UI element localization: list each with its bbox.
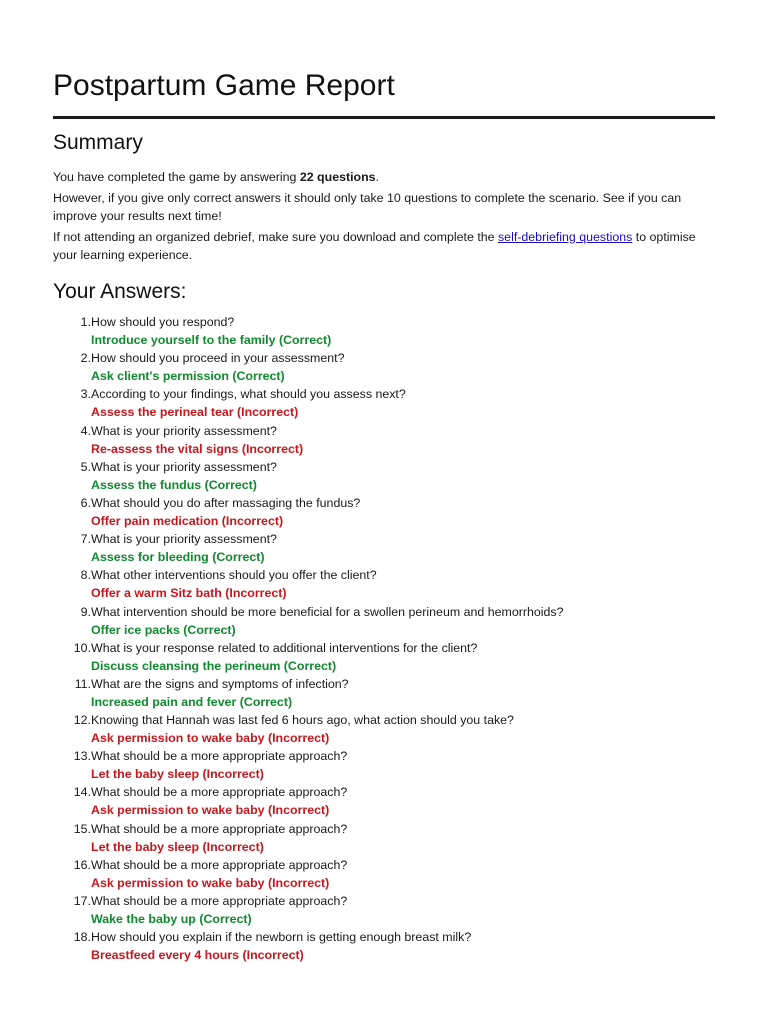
answer-item xyxy=(53,458,715,494)
question-text: What are the signs and symptoms of infection? xyxy=(91,676,349,691)
answer-item xyxy=(53,385,715,421)
answer-text: Offer pain medication (Incorrect) xyxy=(91,513,284,528)
question-number: 3. xyxy=(80,387,91,402)
question-text: What intervention should be more beneficial for a swollen perineum and hemorrhoids? xyxy=(91,604,564,619)
question-number: 6. xyxy=(80,495,91,510)
summary-heading: Summary xyxy=(53,131,143,154)
question-text: What should be a more appropriate approach? xyxy=(91,857,348,872)
answer-text: Increased pain and fever (Correct) xyxy=(91,694,293,709)
answer-text: Assess for bleeding (Correct) xyxy=(91,550,265,565)
answer-text: Offer a warm Sitz bath (Incorrect) xyxy=(91,586,287,601)
question-number: 13. xyxy=(73,749,91,764)
question-number: 5. xyxy=(80,459,91,474)
answer-item xyxy=(53,566,715,602)
question-text: What should be a more appropriate approach? xyxy=(91,749,348,764)
question-text: How should you proceed in your assessment? xyxy=(91,351,345,366)
page-title: Postpartum Game Report xyxy=(53,69,395,102)
answer-text: Ask permission to wake baby (Incorrect) xyxy=(91,731,330,746)
question-number: 1. xyxy=(80,315,91,329)
answer-text: Let the baby sleep (Incorrect) xyxy=(91,767,264,782)
answer-text: Assess the perineal tear (Incorrect) xyxy=(91,405,299,420)
question-number: 8. xyxy=(80,568,91,583)
question-number: 14. xyxy=(73,785,91,800)
question-number: 2. xyxy=(80,351,91,366)
answer-item xyxy=(53,747,715,783)
answer-text: Offer ice packs (Correct) xyxy=(91,622,236,637)
answer-text: Ask client's permission (Correct) xyxy=(91,369,285,384)
self-debriefing-link[interactable]: self-debriefing questions xyxy=(497,230,633,244)
question-number: 4. xyxy=(80,423,91,438)
title-divider xyxy=(53,116,715,119)
question-text: What is your priority assessment? xyxy=(91,459,277,474)
answer-item xyxy=(53,783,715,819)
question-text: What is your response related to additional interventions for the client? xyxy=(91,640,478,655)
question-number: 7. xyxy=(80,532,91,547)
summary-paragraph-improve: However, if you give only correct answers it should only take 10 questions to complete the scenario. See if you can improve your results next time! xyxy=(53,191,682,223)
question-text: What should you do after massaging the fundus? xyxy=(91,495,361,510)
summary-completed-text: You have completed the game by answering xyxy=(53,170,300,184)
answer-item xyxy=(53,820,715,856)
question-number: 9. xyxy=(80,604,91,619)
question-text: What should be a more appropriate approach? xyxy=(91,821,348,836)
answer-item xyxy=(53,603,715,639)
question-number: 11. xyxy=(74,676,91,691)
answer-item xyxy=(53,892,715,928)
question-number: 18. xyxy=(73,930,91,945)
answer-text: Assess the fundus (Correct) xyxy=(91,477,257,492)
answer-item xyxy=(53,856,715,892)
question-number: 16. xyxy=(73,857,91,872)
answer-text: Introduce yourself to the family (Correct) xyxy=(91,333,332,347)
answers-list xyxy=(53,313,715,964)
question-text: What should be a more appropriate approach? xyxy=(91,894,348,908)
question-number: 10. xyxy=(73,640,91,655)
question-text: What is your priority assessment? xyxy=(91,423,277,438)
summary-debrief-text: If not attending an organized debrief, make sure you download and complete the xyxy=(53,230,498,244)
question-text: What other interventions should you offer the client? xyxy=(91,568,377,583)
question-number: 17. xyxy=(73,894,91,908)
answer-item xyxy=(53,639,715,675)
answers-heading: Your Answers: xyxy=(53,280,187,303)
answer-item xyxy=(53,675,715,711)
question-count: 22 questions xyxy=(299,170,376,184)
answer-item xyxy=(53,349,715,385)
answer-text: Breastfeed every 4 hours (Incorrect) xyxy=(91,948,304,963)
answer-item xyxy=(53,313,715,349)
question-text: How should you explain if the newborn is getting enough breast milk? xyxy=(91,930,472,945)
question-text: What is your priority assessment? xyxy=(91,532,277,547)
answer-item xyxy=(53,928,715,964)
question-text: What should be a more appropriate approach? xyxy=(91,785,348,800)
answer-text: Ask permission to wake baby (Incorrect) xyxy=(91,803,330,818)
answer-text: Ask permission to wake baby (Incorrect) xyxy=(91,875,330,890)
answer-text: Wake the baby up (Correct) xyxy=(91,912,252,926)
answer-text: Discuss cleansing the perineum (Correct) xyxy=(91,658,337,673)
summary-paragraph-completed xyxy=(53,168,715,186)
summary-completed-end: . xyxy=(375,170,380,184)
answer-text: Re-assess the vital signs (Incorrect) xyxy=(91,441,304,456)
question-text: According to your findings, what should you assess next? xyxy=(91,387,406,402)
question-text: Knowing that Hannah was last fed 6 hours ago, what action should you take? xyxy=(91,713,514,728)
summary-debrief-end: to optimise your learning experience. xyxy=(53,230,696,262)
answer-text: Let the baby sleep (Incorrect) xyxy=(91,839,264,854)
summary-section xyxy=(53,168,715,267)
answer-item xyxy=(53,530,715,566)
answer-item xyxy=(53,422,715,458)
answer-item xyxy=(53,494,715,530)
question-number: 12. xyxy=(73,713,91,728)
question-text: How should you respond? xyxy=(91,315,235,329)
answer-item xyxy=(53,711,715,747)
summary-paragraph-debrief xyxy=(53,228,715,264)
question-number: 15. xyxy=(73,821,91,836)
